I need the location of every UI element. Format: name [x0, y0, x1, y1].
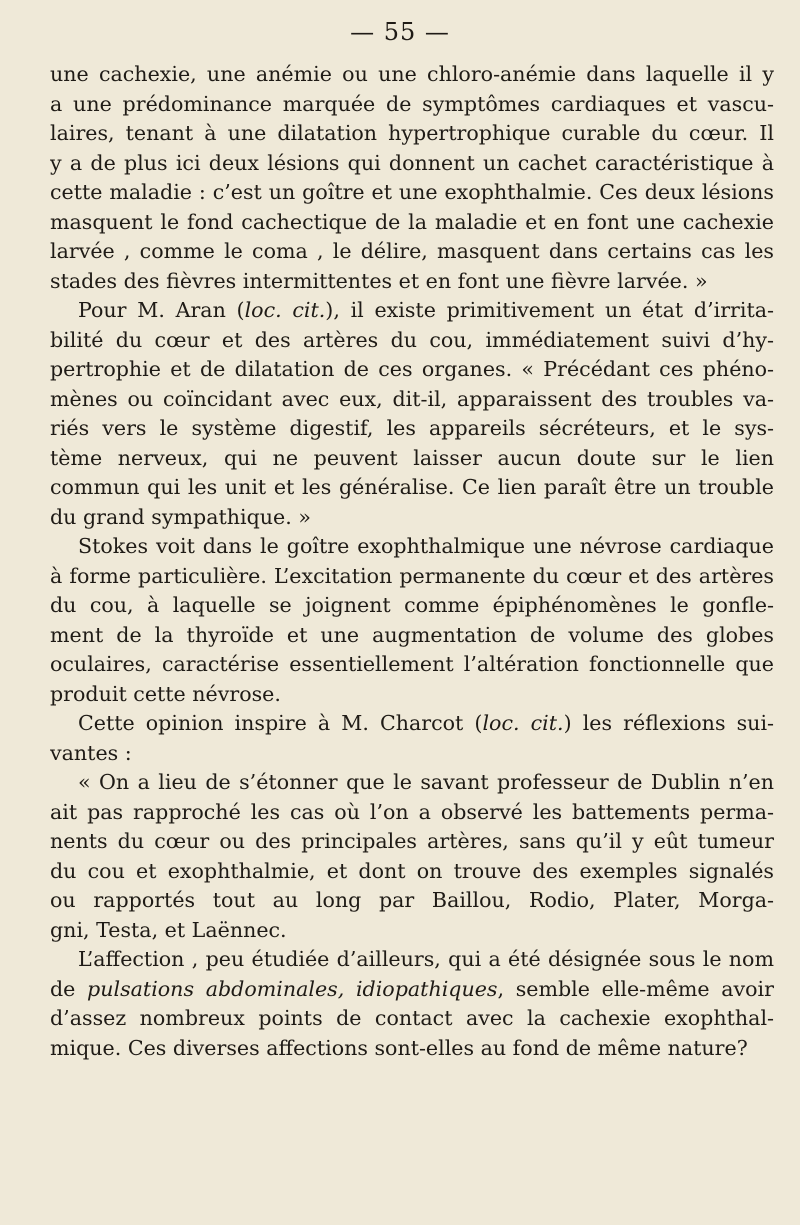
text-line: [50, 650, 774, 680]
text-line: [50, 562, 774, 592]
text-segment: produit cette névrose.: [50, 681, 281, 706]
text-segment: stades des fièvres intermittentes et en font une fièvre larvée. »: [50, 268, 708, 293]
italic-text: loc. cit.: [244, 298, 326, 322]
text-segment: larvée , comme le coma , le délire, masquent dans certains cas les: [50, 239, 774, 263]
text-line: [50, 798, 774, 828]
text-segment: d’assez nombreux points de contact avec la cachexie exophthal-: [50, 1006, 774, 1030]
text-line: [50, 149, 774, 179]
text-segment: masquent le fond cachectique de la maladie et en font une cachexie: [50, 209, 774, 234]
text-line: [50, 119, 774, 149]
text-segment: pertrophie et de dilatation de ces organes. « Précédant ces phéno-: [50, 357, 774, 381]
text-segment: mique. Ces diverses affections sont-elles au fond de même nature?: [50, 1035, 748, 1060]
text-line: [50, 857, 774, 887]
text-segment: y a de plus ici deux lésions qui donnent un cachet caractéristique à: [50, 150, 774, 175]
text-line: [50, 473, 774, 503]
text-line: [50, 178, 774, 208]
text-segment: du grand sympathique. »: [50, 504, 311, 529]
text-line: [50, 709, 774, 739]
text-line: [50, 1004, 774, 1034]
text-segment: L’affection , peu étudiée d’ailleurs, qui a été désignée sous le nom: [78, 947, 774, 971]
text-line: [50, 326, 774, 356]
text-segment: du cou, à laquelle se joignent comme épiphénomènes le gonfle-: [50, 593, 774, 617]
text-line: [50, 60, 774, 90]
text-segment: bilité du cœur et des artères du cou, immédiatement suivi d’hy-: [50, 327, 774, 352]
text-line: [50, 886, 774, 916]
italic-text: loc. cit.: [482, 711, 564, 735]
text-segment: riés vers le système digestif, les appareils sécréteurs, et le sys-: [50, 416, 774, 440]
italic-text: pulsations abdominales, idiopathiques: [87, 976, 498, 1001]
text-line: [50, 237, 774, 267]
text-line: [50, 267, 774, 297]
text-line: [50, 945, 774, 975]
page-number: — 55 —: [350, 18, 450, 46]
text-line: [50, 90, 774, 120]
text-line: [50, 1034, 774, 1064]
text-line: [50, 414, 774, 444]
text-line: [50, 827, 774, 857]
text-segment: à forme particulière. L’excitation permanente du cœur et des artères: [50, 563, 774, 588]
text-segment: a une prédominance marquée de symptômes cardiaques et vascu-: [50, 91, 774, 116]
text-line: [50, 916, 774, 946]
text-segment: « On a lieu de s’étonner que le savant professeur de Dublin n’en: [78, 770, 774, 794]
text-line: [50, 355, 774, 385]
text-line: [50, 621, 774, 651]
text-line: [50, 385, 774, 415]
text-segment: vantes :: [50, 740, 132, 765]
text-segment: nents du cœur ou des principales artères, sans qu’il y eût tumeur: [50, 829, 774, 853]
text-segment: tème nerveux, qui ne peuvent laisser aucun doute sur le lien: [50, 445, 774, 470]
text-segment: ) les réflexions sui-: [563, 711, 774, 735]
text-segment: mènes ou coïncidant avec eux, dit-il, apparaissent des troubles va-: [50, 386, 774, 411]
text-segment: ait pas rapproché les cas où l’on a observé les battements perma-: [50, 799, 774, 824]
text-segment: de: [50, 976, 88, 1001]
text-segment: ment de la thyroïde et une augmentation de volume des globes: [50, 622, 774, 647]
text-segment: commun qui les unit et les généralise. Ce lien paraît être un trouble: [50, 475, 774, 499]
text-segment: une cachexie, une anémie ou une chloro-anémie dans laquelle il y: [50, 62, 774, 86]
text-line: [50, 444, 774, 474]
text-segment: oculaires, caractérise essentiellement l’altération fonctionnelle que: [50, 652, 774, 676]
text-line: [50, 768, 774, 798]
text-line: [50, 532, 774, 562]
text-segment: laires, tenant à une dilatation hypertrophique curable du cœur. Il: [50, 121, 774, 145]
text-line: [50, 503, 774, 533]
text-segment: du cou et exophthalmie, et dont on trouve des exemples signalés: [50, 858, 774, 883]
text-segment: Stokes voit dans le goître exophthalmique une névrose cardiaque: [78, 534, 774, 558]
text-segment: , semble elle-même avoir: [497, 976, 774, 1001]
text-line: [50, 591, 774, 621]
text-segment: Cette opinion inspire à M. Charcot (: [78, 711, 483, 735]
text-segment: cette maladie : c’est un goître et une exophthalmie. Ces deux lésions: [50, 180, 774, 204]
text-segment: Pour M. Aran (: [78, 298, 245, 322]
text-line: [50, 680, 774, 710]
text-segment: gni, Testa, et Laënnec.: [50, 917, 287, 942]
text-segment: ), il existe primitivement un état d’irrita-: [325, 298, 774, 322]
text-line: [50, 296, 774, 326]
text-segment: ou rapportés tout au long par Baillou, Rodio, Plater, Morga-: [50, 888, 774, 912]
text-line: [50, 739, 774, 769]
text-line: [50, 208, 774, 238]
text-line: [50, 975, 774, 1005]
body-text: [50, 60, 774, 1063]
